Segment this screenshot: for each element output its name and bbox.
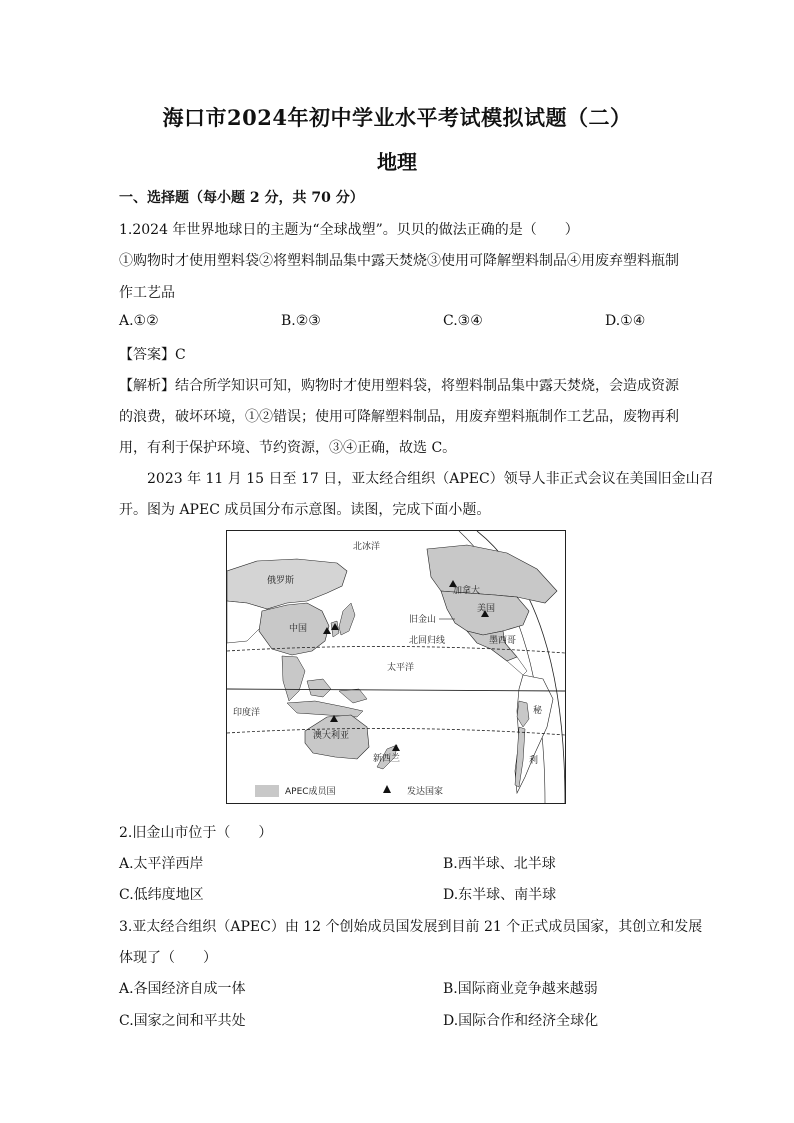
- equator-line: [227, 689, 565, 691]
- q2-stem: 2.旧金山市位于（ ）: [119, 825, 273, 841]
- q2-option-a: A.太平洋西岸: [119, 856, 204, 872]
- label-indian-ocean: 印度洋: [233, 708, 261, 718]
- label-canada: 加拿大: [453, 586, 481, 596]
- q1-option-d: D.①④: [605, 313, 646, 329]
- q3-option-a: A.各国经济自成一体: [119, 981, 246, 997]
- q1-analysis-line3: 用，有利于保护环境、节约资源，③④正确，故选 C。: [119, 440, 457, 456]
- q3-option-b: B.国际商业竞争越来越弱: [443, 981, 598, 997]
- q1-stem: 1.2024 年世界地球日的主题为“全球战塑”。贝贝的做法正确的是（ ）: [119, 222, 579, 238]
- label-arctic-ocean: 北冰洋: [353, 542, 381, 552]
- q1-statements-line1: ①购物时才使用塑料袋②将塑料制品集中露天焚烧③使用可降解塑料制品④用废弃塑料瓶制: [119, 253, 679, 269]
- passage-line2: 开。图为 APEC 成员国分布示意图。读图，完成下面小题。: [119, 502, 491, 518]
- legend-member-label: APEC成员国: [285, 787, 336, 797]
- philippines-shape: [307, 679, 331, 697]
- q3-stem-line1: 3.亚太经合组织（APEC）由 12 个创始成员国发展到目前 21 个正式成员国家，其创立和发展: [119, 919, 703, 935]
- legend-member-swatch: [255, 785, 279, 797]
- q1-option-b: B.②③: [281, 313, 321, 329]
- q3-option-d: D.国际合作和经济全球化: [443, 1013, 599, 1029]
- label-mexico: 墨西哥: [489, 636, 517, 646]
- label-pacific-ocean: 太平洋: [387, 663, 415, 673]
- indonesia-shape: [287, 701, 363, 717]
- label-chile: 利: [529, 756, 539, 766]
- label-china: 中国: [289, 624, 308, 634]
- label-new-zealand: 新西兰: [373, 754, 401, 764]
- se-asia-shape: [282, 656, 305, 701]
- q1-analysis-line2: 的浪费，破坏环境，①②错误；使用可降解塑料制品，用废弃塑料瓶制作工艺品，废物再利: [119, 409, 679, 425]
- q3-stem-line2: 体现了（ ）: [119, 950, 217, 966]
- central-america-shape: [507, 657, 527, 675]
- legend-developed-label: 发达国家: [407, 787, 444, 797]
- q1-statements-line2: 作工艺品: [119, 285, 175, 301]
- page-title: 海口市2024年初中学业水平考试模拟试题（二）: [162, 105, 632, 130]
- q1-answer: 【答案】C: [119, 347, 186, 363]
- q2-option-b: B.西半球、北半球: [443, 856, 556, 872]
- q2-option-c: C.低纬度地区: [119, 887, 204, 903]
- label-tropic-of-cancer: 北回归线: [409, 636, 446, 646]
- apec-map: [226, 530, 566, 804]
- q1-option-a: A.①②: [119, 313, 159, 329]
- label-russia: 俄罗斯: [267, 576, 295, 586]
- q1-option-c: C.③④: [443, 313, 483, 329]
- label-san-francisco: 旧金山: [409, 615, 437, 625]
- tropic-of-capricorn-line: [227, 728, 565, 735]
- q3-option-c: C.国家之间和平共处: [119, 1013, 246, 1029]
- legend-developed-marker: [383, 785, 391, 793]
- passage-line1: 2023 年 11 月 15 日至 17 日，亚太经合组织（APEC）领导人非正式会议在美国旧金山召: [147, 471, 714, 487]
- q1-analysis-line1: 【解析】结合所学知识可知，购物时才使用塑料袋，将塑料制品集中露天焚烧，会造成资源: [119, 378, 679, 394]
- label-peru: 秘: [533, 706, 543, 716]
- subject-title: 地理: [377, 150, 417, 174]
- japan-shape: [339, 603, 355, 635]
- label-australia: 澳大利亚: [313, 731, 350, 741]
- label-usa: 美国: [477, 604, 496, 614]
- section-heading: 一、选择题（每小题 2 分，共 70 分）: [119, 190, 364, 206]
- png-shape: [339, 689, 367, 703]
- q2-option-d: D.东半球、南半球: [443, 887, 557, 903]
